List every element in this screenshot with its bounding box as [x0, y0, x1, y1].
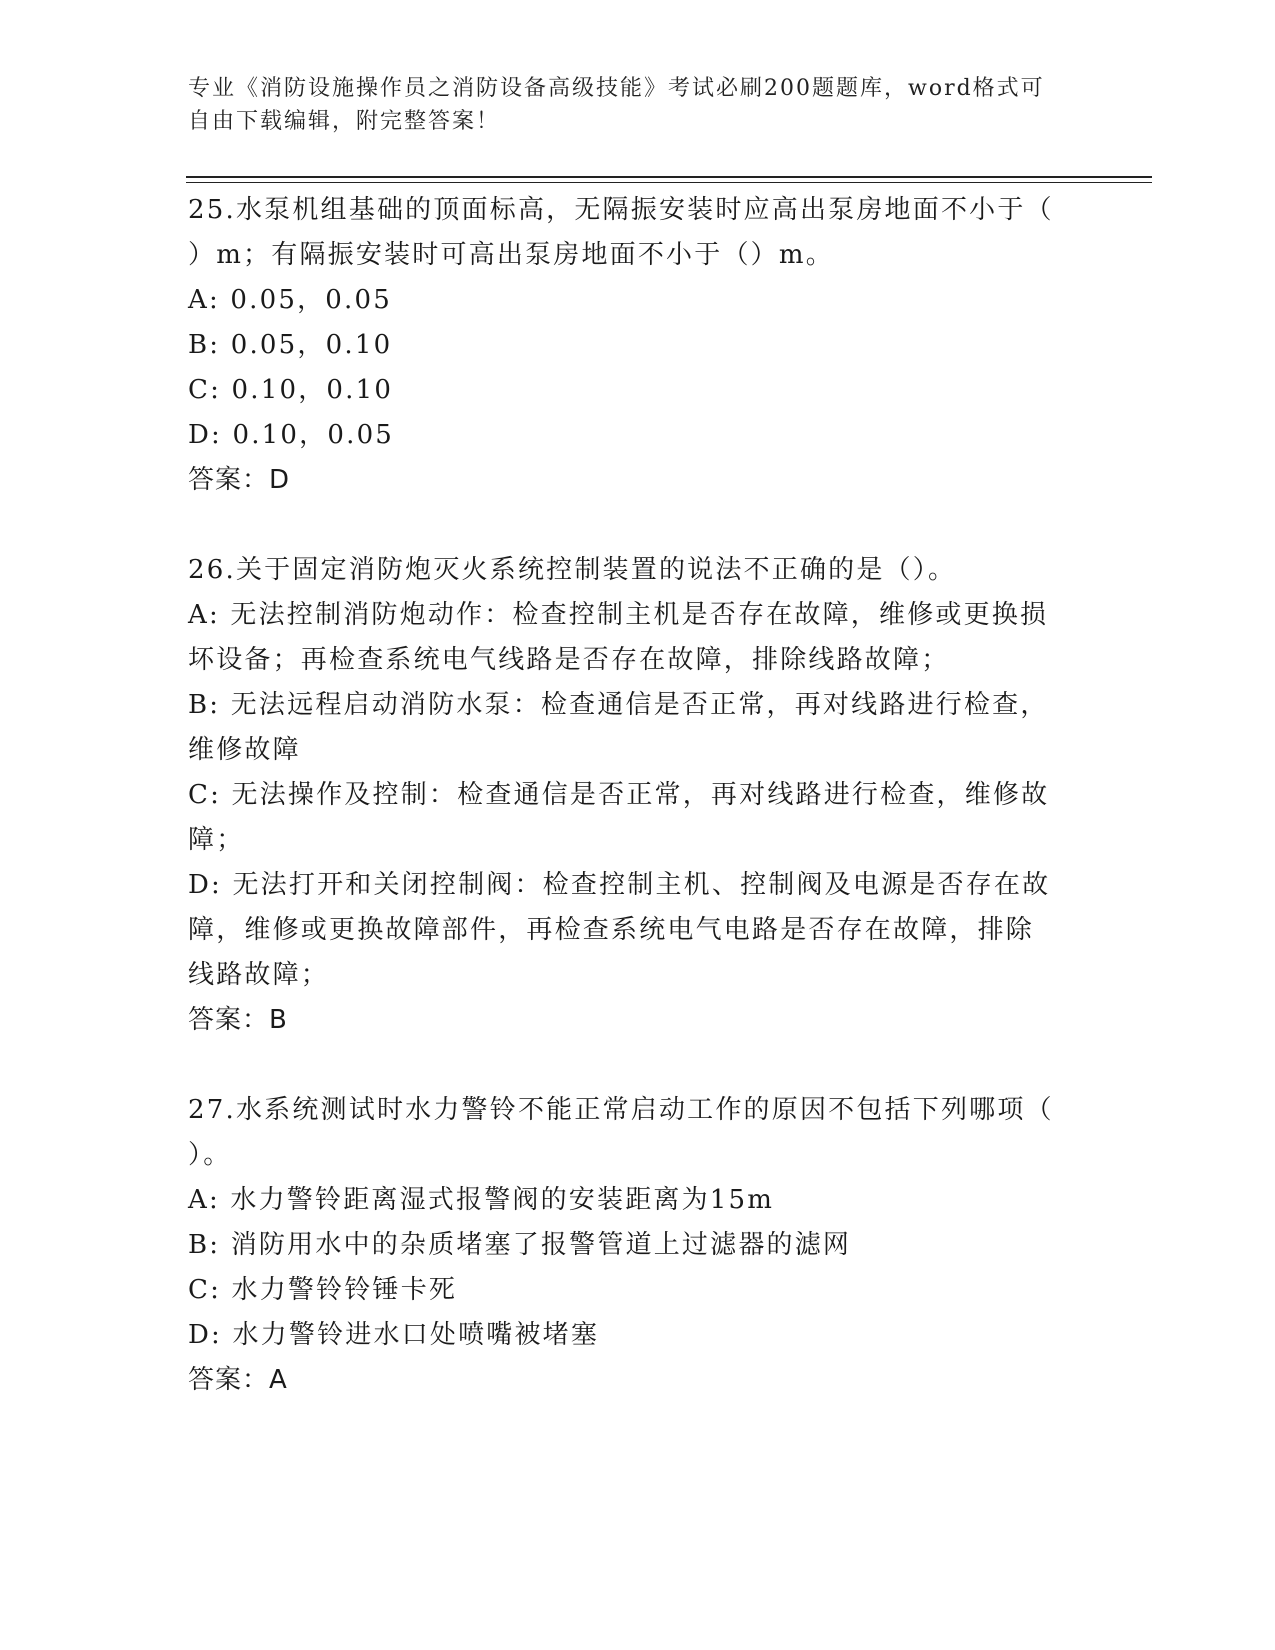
header-line-2: 自由下载编辑，附完整答案！: [188, 109, 501, 134]
option-b: B: 0.05，0.10: [188, 330, 393, 360]
option-b: B: 消防用水中的杂质堵塞了报警管道上过滤器的滤网: [188, 1230, 852, 1260]
option-c: C: 水力警铃铃锤卡死: [188, 1275, 458, 1305]
option-d: D: 0.10，0.05: [188, 420, 395, 450]
question-spacer: [188, 503, 1078, 548]
question-stem-line: 25.水泵机组基础的顶面标高，无隔振安装时应高出泵房地面不小于（: [188, 195, 1054, 225]
option-c: C: 0.10，0.10: [188, 375, 394, 405]
document-header: [188, 72, 1078, 138]
option-d-continued: 障，维修或更换故障部件，再检查系统电气电路是否存在故障，排除: [188, 915, 1035, 945]
option-c-continued: 障；: [188, 825, 245, 855]
option-d-continued: 线路故障；: [188, 960, 330, 990]
question-stem-line: ）m；有隔振安装时可高出泵房地面不小于（）m。: [188, 240, 834, 270]
header-rule-thick: [186, 176, 1152, 178]
question-26: [188, 548, 1078, 1043]
option-d: D: 水力警铃进水口处喷嘴被堵塞: [188, 1320, 600, 1350]
question-27: [188, 1088, 1078, 1403]
option-a: A: 0.05，0.05: [188, 285, 392, 315]
option-a: A: 水力警铃距离湿式报警阀的安装距离为15m: [188, 1185, 775, 1215]
answer-text: 答案：B: [188, 1005, 288, 1035]
question-25: [188, 188, 1078, 503]
question-stem-line: 27.水系统测试时水力警铃不能正常启动工作的原因不包括下列哪项（: [188, 1095, 1054, 1125]
question-list: [188, 188, 1078, 1403]
answer-text: 答案：A: [188, 1365, 288, 1395]
question-spacer: [188, 1043, 1078, 1088]
option-b-continued: 维修故障: [188, 735, 301, 765]
question-stem-line: ）。: [188, 1140, 232, 1170]
header-line-1: 专业《消防设施操作员之消防设备高级技能》考试必刷200题题库，word格式可: [188, 76, 1045, 101]
option-d: D: 无法打开和关闭控制阀：检查控制主机、控制阀及电源是否存在故: [188, 870, 1051, 900]
header-rule-thin: [186, 182, 1152, 183]
answer-text: 答案：D: [188, 465, 291, 495]
option-a-continued: 坏设备；再检查系统电气线路是否存在故障，排除线路故障；: [188, 645, 950, 675]
option-c: C: 无法操作及控制：检查通信是否正常，再对线路进行检查，维修故: [188, 780, 1050, 810]
question-stem-line: 26.关于固定消防炮灭火系统控制装置的说法不正确的是（）。: [188, 555, 957, 585]
option-b: B: 无法远程启动消防水泵：检查通信是否正常，再对线路进行检查，: [188, 690, 1049, 720]
option-a: A: 无法控制消防炮动作：检查控制主机是否存在故障，维修或更换损: [188, 600, 1049, 630]
